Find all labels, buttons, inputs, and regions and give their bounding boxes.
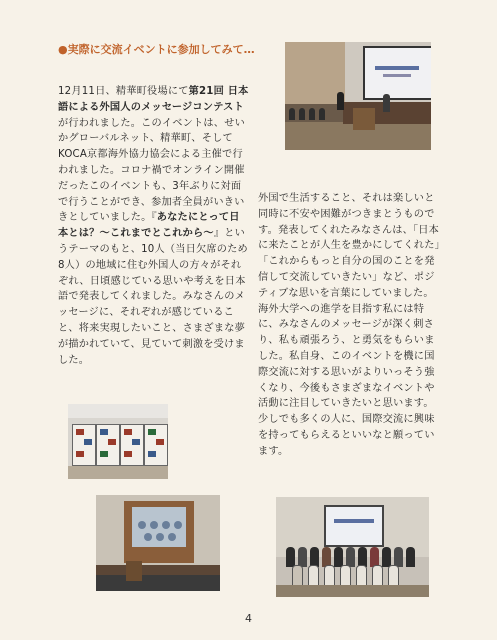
photo-group-picture: [276, 497, 429, 597]
text-span: が行われました。このイベントは、せいかグローバルネット、精華町、そしてKOCA京都海外協力協会による主催で行われました。コロナ禍でオンライン開催だったこのイベントも、3年ぶりに対面で行うことができ、参加者全員がいきいきとしていました。『: [58, 117, 245, 224]
page-number: 4: [245, 612, 252, 625]
contest-name: 第21回 日本語による外国人のメッセージコンテスト: [58, 86, 249, 113]
photo-screen-presentation: [96, 495, 220, 591]
section-heading: ●実際に交流イベントに参加してみて…: [58, 43, 255, 56]
left-column-text: [58, 84, 250, 368]
text-span: 』というテーマのもと、10人（当日欠席のため8人）の地域に住む外国人の方々がそれぞれ、日頃感じている思いや考えを日本語で発表してくれました。みなさんのメッセージに、それぞれが感じていること、将来実現したいこと、さまざまな夢が描かれていて、見ていて刺激を受けました。: [58, 228, 248, 366]
right-column-text: 外国で生活すること、それは楽しいと同時に不安や困難がつきまとうものです。発表してくれたみなさんは、「日本に来たことが人生を豊かにしてくれた」「これからもっと自分の国のことを発信して交流していきたい」など、ポジティブな思いを言葉にしていました。海外大学への進学を目指す私には特に、みなさんのメッセージが深く刺さり、私も頑張ろう、と勇気をもらいました。私自身、このイベントを機に国際交流に対する思いがよりいっそう強くなり、今後もさまざまなイベントや活動に注目していきたいと思います。少しでも多くの人に、国際交流に興味を持ってもらえるといいなと願っています。: [258, 193, 440, 457]
photo-speech-stage: [285, 42, 431, 150]
theme-title: あなたにとって日本とは？～これまでとこれから～: [58, 212, 240, 240]
text-span: 12月11日、精華町役場にて: [58, 86, 189, 97]
photo-display-boards: [68, 404, 168, 479]
